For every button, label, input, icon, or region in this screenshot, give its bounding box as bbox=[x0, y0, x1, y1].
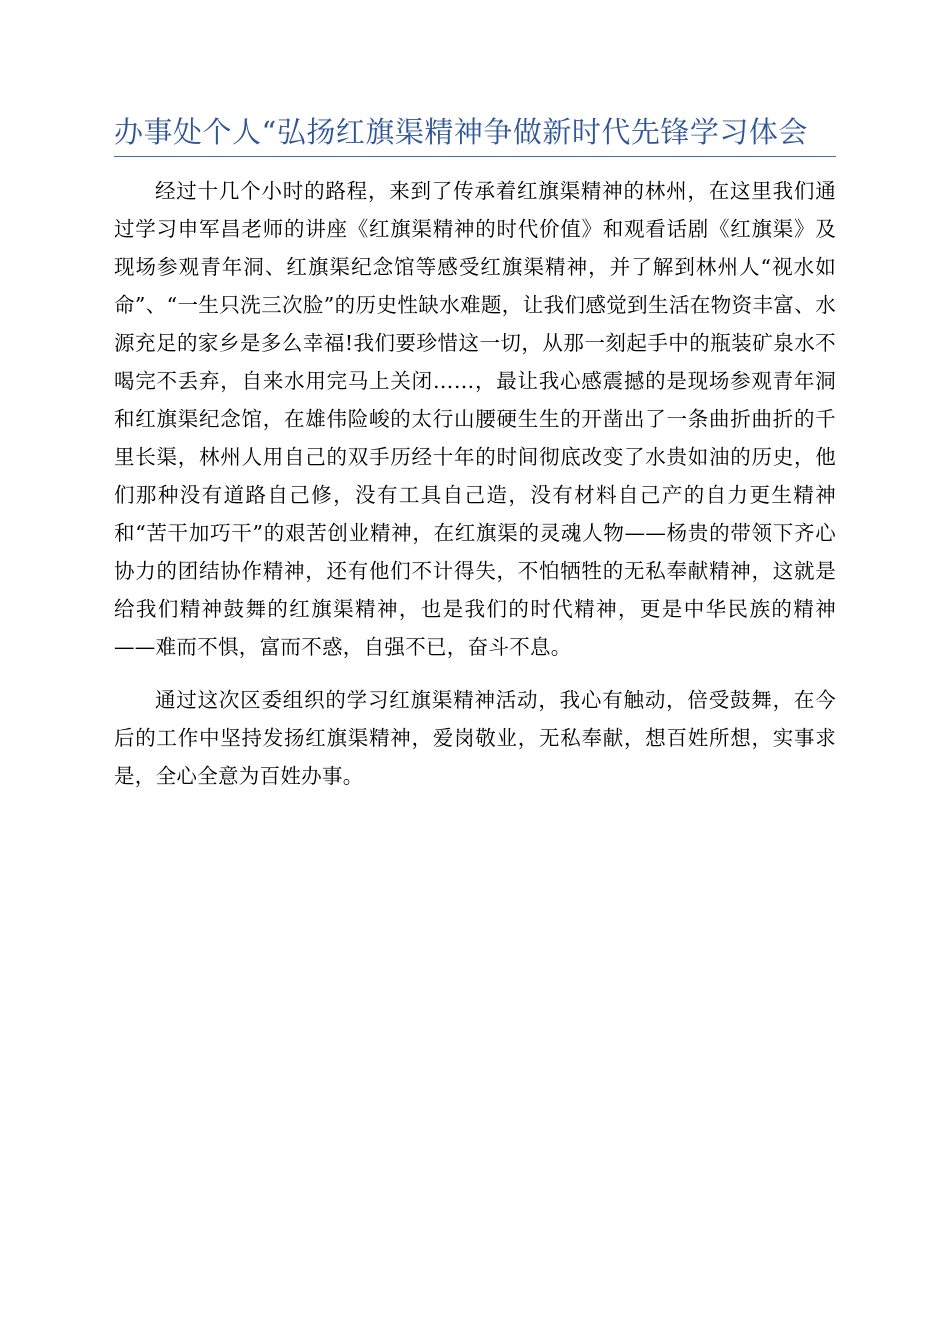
body-paragraph-1: 经过十几个小时的路程，来到了传承着红旗渠精神的林州，在这里我们通过学习申军昌老师的讲座《红旗渠精神的时代价值》和观看话剧《红旗渠》及现场参观青年洞、红旗渠纪念馆等感受红旗渠精神，并了解到林州人“视水如命”、“一生只洗三次脸”的历史性缺水难题，让我们感觉到生活在物资丰富、水源充足的家乡是多么幸福!我们要珍惜这一切，从那一刻起手中的瓶装矿泉水不喝完不丢弃，自来水用完马上关闭……，最让我心感震撼的是现场参观青年洞和红旗渠纪念馆，在雄伟险峻的太行山腰硬生生的开凿出了一条曲折曲折的千里长渠，林州人用自己的双手历经十年的时间彻底改变了水贵如油的历史，他们那种没有道路自己修，没有工具自己造，没有材料自己产的自力更生精神和“苦干加巧干”的艰苦创业精神，在红旗渠的灵魂人物——杨贵的带领下齐心协力的团结协作精神，还有他们不计得失，不怕牺牲的无私奉献精神，这就是给我们精神鼓舞的红旗渠精神，也是我们的时代精神，更是中华民族的精神——难而不惧，富而不惑，自强不已，奋斗不息。 bbox=[114, 179, 836, 659]
document-body bbox=[114, 172, 836, 795]
document-title: 办事处个人“弘扬红旗渠精神争做新时代先锋学习体会 bbox=[114, 112, 836, 157]
body-paragraph-2: 通过这次区委组织的学习红旗渠精神活动，我心有触动，倍受鼓舞，在今后的工作中坚持发扬红旗渠精神，爱岗敬业，无私奉献，想百姓所想，实事求是，全心全意为百姓办事。 bbox=[114, 688, 836, 788]
